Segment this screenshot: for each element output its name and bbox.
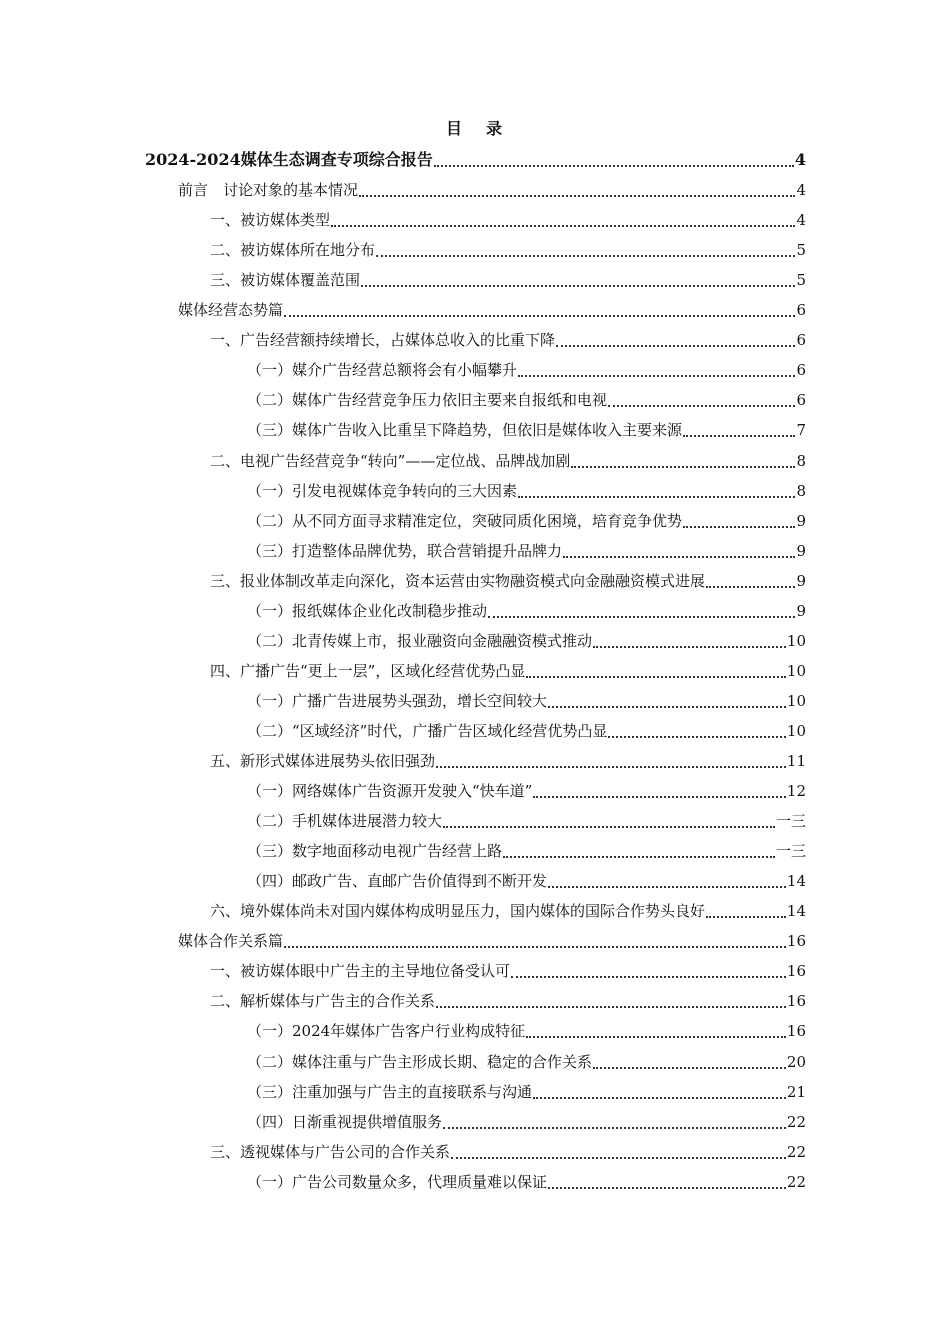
toc-dot-leader: [526, 675, 786, 678]
toc-entry[interactable]: [247, 807, 806, 831]
toc-entry-title: 二、解析媒体与广告主的合作关系: [210, 992, 436, 1011]
toc-dot-leader: [359, 194, 795, 197]
toc-entry-page-number: 16: [786, 1022, 806, 1041]
toc-entry-page-number: 14: [786, 872, 806, 891]
toc-entry[interactable]: [145, 146, 806, 170]
toc-entry-title: 一、被访媒体眼中广告主的主导地位备受认可: [210, 962, 511, 981]
toc-entry-title: （三）注重加强与广告主的直接联系与沟通: [247, 1082, 533, 1101]
toc-entry-page-number: 20: [786, 1052, 806, 1071]
toc-entry[interactable]: [247, 687, 806, 711]
toc-dot-leader: [526, 1035, 786, 1038]
toc-dot-leader: [548, 885, 786, 888]
toc-entry-page-number: 22: [786, 1172, 806, 1191]
toc-entry-page-number: 14: [786, 902, 806, 921]
toc-entry-title: （一）媒介广告经营总额将会有小幅攀升: [247, 361, 518, 380]
toc-dot-leader: [443, 1126, 786, 1129]
toc-dot-leader: [503, 855, 775, 858]
toc-entry[interactable]: [247, 837, 806, 861]
toc-entry[interactable]: [247, 386, 806, 410]
toc-entry-title: 六、境外媒体尚未对国内媒体构成明显压力，国内媒体的国际合作势头良好: [210, 902, 706, 921]
toc-entry-page-number: 21: [786, 1082, 806, 1101]
toc-entry-title: （一）引发电视媒体竞争转向的三大因素: [247, 481, 518, 500]
toc-entry[interactable]: [247, 1168, 806, 1192]
toc-entry[interactable]: [247, 597, 806, 621]
toc-dot-leader: [706, 915, 786, 918]
toc-entry-title: 媒体合作关系篇: [178, 932, 284, 951]
toc-entry[interactable]: [210, 1138, 806, 1162]
toc-dot-leader: [683, 525, 795, 528]
toc-entry-page-number: 7: [796, 421, 806, 440]
toc-entry-page-number: 一三: [775, 842, 806, 861]
toc-entry-page-number: 10: [786, 691, 806, 710]
toc-entry-page-number: 16: [786, 932, 806, 951]
toc-entry-page-number: 16: [786, 992, 806, 1011]
toc-entry-title: 三、透视媒体与广告公司的合作关系: [210, 1142, 451, 1161]
toc-dot-leader: [608, 735, 786, 738]
toc-entry-title: （一）2024年媒体广告客户行业构成特征: [247, 1022, 526, 1041]
toc-entry[interactable]: [178, 927, 806, 951]
toc-entry-page-number: 6: [796, 331, 806, 350]
toc-entry-title: 二、电视广告经营竞争“转向”——定位战、品牌战加剧: [210, 451, 571, 470]
toc-entry[interactable]: [247, 1078, 806, 1102]
toc-entry-page-number: 9: [796, 511, 806, 530]
toc-entry[interactable]: [247, 717, 806, 741]
toc-entry-page-number: 6: [796, 361, 806, 380]
toc-dot-leader: [361, 284, 795, 287]
toc-entry[interactable]: [210, 987, 806, 1011]
toc-entry-title: （一）网络媒体广告资源开发驶入“快车道”: [247, 782, 533, 801]
toc-dot-leader: [331, 224, 795, 227]
toc-dot-leader: [548, 705, 786, 708]
toc-dot-leader: [533, 1096, 786, 1099]
toc-dot-leader: [706, 585, 795, 588]
toc-dot-leader: [571, 465, 795, 468]
toc-entry[interactable]: [210, 266, 806, 290]
toc-entry-page-number: 一三: [775, 812, 806, 831]
toc-dot-leader: [608, 404, 795, 407]
toc-entry-title: 二、被访媒体所在地分布: [210, 241, 376, 260]
toc-entry-page-number: 10: [786, 721, 806, 740]
toc-dot-leader: [436, 765, 786, 768]
toc-entry-title: 一、广告经营额持续增长，占媒体总收入的比重下降: [210, 331, 556, 350]
toc-entry[interactable]: [247, 416, 806, 440]
toc-title: [0, 116, 950, 139]
toc-dot-leader: [284, 314, 795, 317]
toc-entry-page-number: 8: [796, 451, 806, 470]
toc-entry-title: 三、被访媒体覆盖范围: [210, 271, 361, 290]
toc-entry-page-number: 4: [796, 181, 806, 200]
toc-entry-title: 一、被访媒体类型: [210, 211, 331, 230]
toc-entry[interactable]: [247, 777, 806, 801]
toc-entry-title: （二）媒体广告经营竞争压力依旧主要来自报纸和电视: [247, 391, 608, 410]
toc-dot-leader: [683, 434, 795, 437]
toc-dot-leader: [593, 1066, 786, 1069]
toc-entry-title: （一）报纸媒体企业化改制稳步推动: [247, 601, 488, 620]
toc-entry-title: （二）北青传媒上市，报业融资向金融融资模式推动: [247, 631, 593, 650]
toc-entry[interactable]: [178, 176, 806, 200]
toc-dot-leader: [443, 825, 775, 828]
toc-dot-leader: [518, 374, 795, 377]
toc-entry-page-number: 6: [796, 391, 806, 410]
toc-entry-page-number: 9: [796, 601, 806, 620]
toc-entry-title: （二）从不同方面寻求精准定位，突破同质化困境，培育竞争优势: [247, 511, 683, 530]
toc-dot-leader: [488, 615, 795, 618]
toc-title-char-2: 录: [486, 119, 505, 138]
toc-entry-title: （三）打造整体品牌优势，联合营销提升品牌力: [247, 541, 563, 560]
toc-dot-leader: [556, 344, 795, 347]
toc-entry-page-number: 11: [786, 752, 806, 770]
toc-entry[interactable]: [247, 1048, 806, 1072]
toc-entry-page-number: 16: [786, 962, 806, 981]
toc-entry-page-number: 12: [786, 782, 806, 801]
toc-entry-title: 五、新形式媒体进展势头依旧强劲: [210, 752, 436, 770]
toc-entry-page-number: 5: [796, 241, 806, 260]
toc-entry-title: 三、报业体制改革走向深化，资本运营由实物融资模式向金融融资模式进展: [210, 571, 706, 590]
toc-entry[interactable]: [178, 296, 806, 320]
toc-entry[interactable]: [247, 477, 806, 501]
toc-dot-leader: [548, 1186, 786, 1189]
toc-dot-leader: [434, 164, 794, 167]
toc-entry-title: 媒体经营态势篇: [178, 301, 284, 320]
toc-entry-page-number: 4: [796, 211, 806, 230]
toc-dot-leader: [284, 945, 786, 948]
toc-entry[interactable]: [247, 1017, 806, 1041]
toc-dot-leader: [563, 555, 795, 558]
toc-dot-leader: [533, 795, 786, 798]
toc-dot-leader: [451, 1156, 786, 1159]
toc-entry-title: （四）邮政广告、直邮广告价值得到不断开发: [247, 872, 548, 891]
toc-dot-leader: [436, 1005, 786, 1008]
toc-entry[interactable]: [210, 326, 806, 350]
toc-entry[interactable]: [210, 206, 806, 230]
toc-entry[interactable]: [247, 356, 806, 380]
toc-entry-page-number: 10: [786, 631, 806, 650]
toc-entry-title: 四、广播广告“更上一层”，区域化经营优势凸显: [210, 661, 526, 680]
toc-entry[interactable]: [210, 747, 806, 771]
toc-dot-leader: [511, 975, 786, 978]
toc-entry-page-number: 9: [796, 571, 806, 590]
toc-entry-title: （三）数字地面移动电视广告经营上路: [247, 842, 503, 861]
toc-dot-leader: [376, 254, 795, 257]
toc-entry-page-number: 8: [796, 481, 806, 500]
toc-entry-title: （三）媒体广告收入比重呈下降趋势，但依旧是媒体收入主要来源: [247, 421, 683, 440]
toc-entry[interactable]: [210, 567, 806, 591]
toc-dot-leader: [518, 495, 795, 498]
toc-entry-page-number: 9: [796, 541, 806, 560]
toc-entry[interactable]: [247, 507, 806, 531]
toc-entry[interactable]: [210, 957, 806, 981]
toc-entry[interactable]: [247, 537, 806, 561]
toc-entry[interactable]: [210, 657, 806, 681]
toc-entry-title: （二）手机媒体进展潜力较大: [247, 812, 443, 831]
toc-entry-title: （一）广告公司数量众多，代理质量难以保证: [247, 1172, 548, 1191]
toc-entry[interactable]: [210, 447, 806, 471]
toc-entry[interactable]: [210, 897, 806, 921]
toc-entry-page-number: 6: [796, 301, 806, 320]
toc-entry[interactable]: [247, 867, 806, 891]
toc-entry-title: （四）日渐重视提供增值服务: [247, 1112, 443, 1131]
toc-entry-title: 前言 讨论对象的基本情况: [178, 181, 359, 200]
toc-entry-title: （二）“区域经济”时代，广播广告区域化经营优势凸显: [247, 721, 608, 740]
toc-entry[interactable]: [247, 627, 806, 651]
toc-entry-page-number: 22: [786, 1142, 806, 1161]
toc-entry-title: （二）媒体注重与广告主形成长期、稳定的合作关系: [247, 1052, 593, 1071]
toc-entry[interactable]: [210, 236, 806, 260]
toc-entry[interactable]: [247, 1108, 806, 1132]
toc-entry-page-number: 5: [796, 271, 806, 290]
toc-entry-page-number: 4: [794, 150, 806, 169]
toc-entry-title: 2024-2024媒体生态调查专项综合报告: [145, 150, 433, 169]
toc-title-char-1: 目: [445, 119, 464, 138]
toc-entry-page-number: 10: [786, 661, 806, 680]
toc-dot-leader: [593, 645, 786, 648]
toc-entry-page-number: 22: [786, 1112, 806, 1131]
toc-entry-title: （一）广播广告进展势头强劲，增长空间较大: [247, 691, 548, 710]
